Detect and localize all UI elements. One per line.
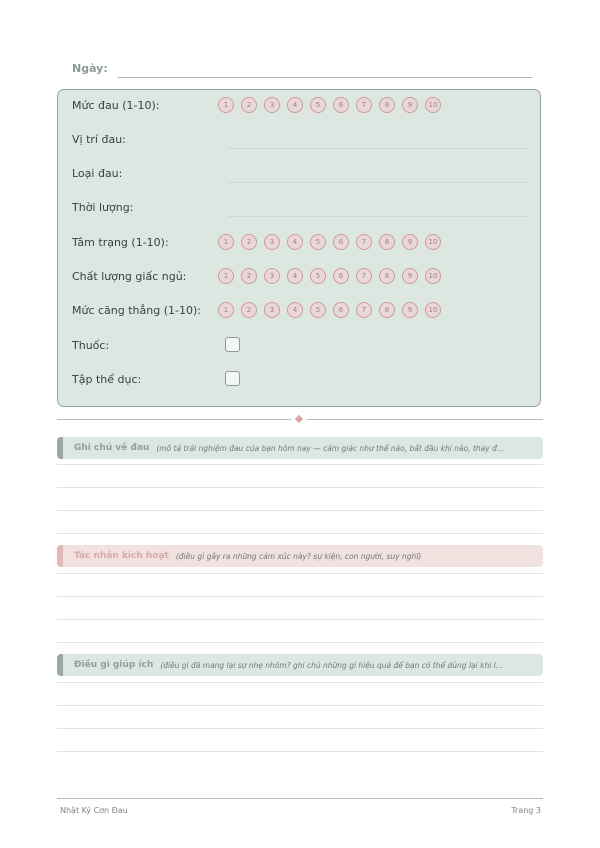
location-input-line[interactable] [228, 148, 528, 149]
pain-notes-hint: (mô tả trải nghiệm đau của bạn hôm nay — cảm giác như thế nào, bắt đầu khi nào, thay đ... [156, 443, 505, 453]
rating-option-3[interactable]: 3 [264, 302, 280, 318]
rating-option-1[interactable]: 1 [218, 268, 234, 284]
daily-tracker-panel [57, 89, 541, 407]
rating-option-9[interactable]: 9 [402, 97, 418, 113]
rating-option-2[interactable]: 2 [241, 234, 257, 250]
rating-option-3[interactable]: 3 [264, 97, 280, 113]
writing-line [57, 642, 543, 643]
rating-option-2[interactable]: 2 [241, 268, 257, 284]
writing-line [57, 596, 543, 597]
date-input-line[interactable] [118, 77, 532, 78]
sleep-quality-scale [218, 268, 441, 284]
pain-notes-section [57, 437, 543, 459]
stress-level-row [72, 298, 528, 322]
rating-option-2[interactable]: 2 [241, 302, 257, 318]
pain-type-input-line[interactable] [228, 182, 528, 183]
pain-level-scale [218, 97, 441, 113]
what-helped-title: Điều gì giúp ích [74, 660, 154, 670]
stress-level-scale [218, 302, 441, 318]
duration-input-line[interactable] [228, 216, 528, 217]
writing-line [57, 510, 543, 511]
rating-option-7[interactable]: 7 [356, 234, 372, 250]
rating-option-10[interactable]: 10 [425, 302, 441, 318]
rating-option-5[interactable]: 5 [310, 97, 326, 113]
writing-line [57, 619, 543, 620]
rating-option-2[interactable]: 2 [241, 97, 257, 113]
rating-option-7[interactable]: 7 [356, 302, 372, 318]
rating-option-6[interactable]: 6 [333, 268, 349, 284]
duration-row [72, 195, 528, 219]
medication-checkbox[interactable] [225, 337, 240, 352]
sleep-quality-row [72, 264, 528, 288]
triggers-accent-bar [57, 545, 63, 567]
rating-option-10[interactable]: 10 [425, 234, 441, 250]
location-label: Vị trí đau: [72, 133, 126, 146]
pain-type-row [72, 161, 528, 185]
writing-line [57, 751, 543, 752]
rating-option-1[interactable]: 1 [218, 234, 234, 250]
rating-option-6[interactable]: 6 [333, 97, 349, 113]
rating-option-10[interactable]: 10 [425, 268, 441, 284]
rating-option-4[interactable]: 4 [287, 234, 303, 250]
what-helped-hint: (điều gì đã mang lại sự nhẹ nhõm? ghi chú những gì hiệu quả để bạn có thể dùng lại khi l... [160, 660, 503, 670]
writing-line [57, 533, 543, 534]
rating-option-3[interactable]: 3 [264, 234, 280, 250]
what-helped-section [57, 654, 543, 676]
sleep-quality-label: Chất lượng giấc ngủ: [72, 270, 187, 283]
pain-level-row [72, 93, 528, 117]
writing-line [57, 573, 543, 574]
writing-line [57, 464, 543, 465]
mood-scale [218, 234, 441, 250]
rating-option-8[interactable]: 8 [379, 97, 395, 113]
writing-line [57, 487, 543, 488]
rating-option-7[interactable]: 7 [356, 97, 372, 113]
page-number: Trang 3 [511, 806, 541, 815]
triggers-header [57, 545, 543, 567]
what-helped-accent-bar [57, 654, 63, 676]
location-row [72, 127, 528, 151]
what-helped-header [57, 654, 543, 676]
rating-option-1[interactable]: 1 [218, 302, 234, 318]
stress-level-label: Mức căng thẳng (1-10): [72, 304, 201, 317]
rating-option-7[interactable]: 7 [356, 268, 372, 284]
pain-notes-accent-bar [57, 437, 63, 459]
pain-notes-header [57, 437, 543, 459]
rating-option-8[interactable]: 8 [379, 302, 395, 318]
mood-label: Tâm trạng (1-10): [72, 236, 169, 249]
footer-divider [57, 798, 543, 799]
footer-title: Nhật Ký Cơn Đau [60, 806, 128, 815]
rating-option-6[interactable]: 6 [333, 302, 349, 318]
writing-line [57, 682, 543, 683]
rating-option-8[interactable]: 8 [379, 268, 395, 284]
medication-row [72, 333, 528, 357]
rating-option-4[interactable]: 4 [287, 97, 303, 113]
triggers-title: Tác nhân kích hoạt [74, 551, 169, 561]
pain-type-label: Loại đau: [72, 167, 123, 180]
duration-label: Thời lượng: [72, 201, 134, 214]
medication-label: Thuốc: [72, 339, 110, 352]
rating-option-6[interactable]: 6 [333, 234, 349, 250]
rating-option-9[interactable]: 9 [402, 234, 418, 250]
rating-option-4[interactable]: 4 [287, 268, 303, 284]
triggers-section [57, 545, 543, 567]
divider-diamond-icon [295, 415, 303, 423]
rating-option-10[interactable]: 10 [425, 97, 441, 113]
exercise-row [72, 367, 528, 391]
pain-level-label: Mức đau (1-10): [72, 99, 160, 112]
rating-option-8[interactable]: 8 [379, 234, 395, 250]
rating-option-5[interactable]: 5 [310, 268, 326, 284]
date-label: Ngày: [72, 62, 108, 75]
writing-line [57, 705, 543, 706]
writing-line [57, 728, 543, 729]
triggers-hint: (điều gì gây ra những cảm xúc này? sự kiện, con người, suy nghĩ) [175, 551, 422, 561]
rating-option-5[interactable]: 5 [310, 302, 326, 318]
rating-option-9[interactable]: 9 [402, 302, 418, 318]
date-row [72, 62, 532, 80]
pain-notes-title: Ghi chú về đau [74, 443, 150, 453]
exercise-label: Tập thể dục: [72, 373, 142, 386]
mood-row [72, 230, 528, 254]
rating-option-3[interactable]: 3 [264, 268, 280, 284]
rating-option-1[interactable]: 1 [218, 97, 234, 113]
rating-option-4[interactable]: 4 [287, 302, 303, 318]
exercise-checkbox[interactable] [225, 371, 240, 386]
rating-option-5[interactable]: 5 [310, 234, 326, 250]
rating-option-9[interactable]: 9 [402, 268, 418, 284]
